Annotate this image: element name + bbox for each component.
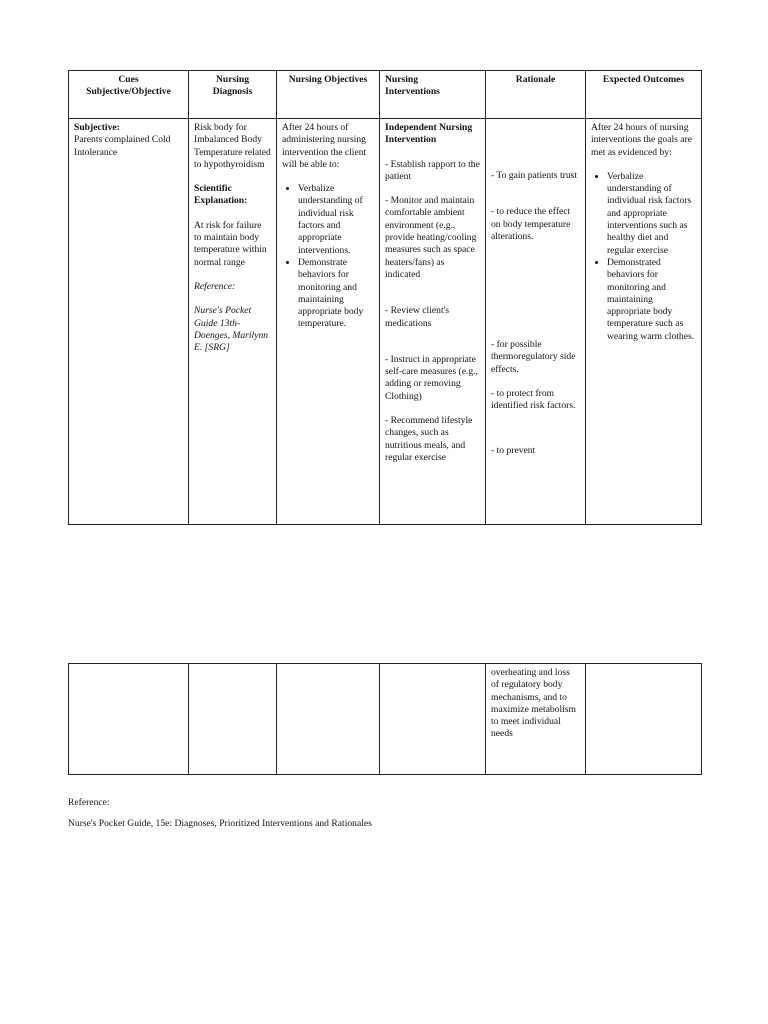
rationale-cell — [486, 119, 586, 525]
care-plan-table-continued — [68, 663, 702, 775]
table-row — [69, 119, 702, 525]
header-rationale: Rationale — [486, 71, 586, 119]
list-item: • Demonstrate behaviors for monitoring and maintaining appropriate body temperature. — [298, 257, 374, 331]
care-plan-table — [68, 70, 702, 525]
outcomes-cell — [586, 664, 702, 775]
header-objectives: Nursing Objectives — [277, 71, 380, 119]
diagnosis-ref-label: Reference: — [194, 280, 236, 292]
outcomes-list — [591, 171, 696, 343]
footer-reference-label: Reference: — [68, 797, 110, 808]
cues-label: Subjective: — [74, 122, 120, 133]
rationale-item: - to prevent — [491, 444, 536, 456]
rationale-item: - To gain patients trust — [491, 170, 578, 181]
header-interventions: Nursing Interventions — [380, 71, 486, 119]
rationale-item: - to reduce the effect on body temperature alterations. — [491, 206, 571, 242]
diagnosis-cell — [189, 664, 277, 775]
list-item: • Demonstrated behaviors for monitoring and maintaining appropriate body temperature such as wearing warm clothes. — [607, 257, 696, 343]
objectives-cell — [277, 664, 380, 775]
rationale-item: - for possible thermoregulatory side effects. — [491, 339, 576, 375]
header-diagnosis: Nursing Diagnosis — [189, 71, 277, 119]
header-outcomes: Expected Outcomes — [586, 71, 702, 119]
header-cues: Cues Subjective/Objective — [69, 71, 189, 119]
rationale-continued: overheating and loss of regulatory body mechanisms, and to maximize metabolism to meet individual needs — [491, 667, 576, 740]
cues-text: Parents complained Cold Intolerance — [74, 134, 171, 158]
interventions-heading: Independent Nursing Intervention — [385, 122, 473, 146]
rationale-cell — [486, 664, 586, 775]
objectives-intro: After 24 hours of administering nursing intervention the client will be able to: — [282, 122, 367, 170]
outcomes-intro: After 24 hours of nursing interventions the goals are met as evidenced by: — [591, 122, 692, 158]
list-item: • Verbalize understanding of individual risk factors and appropriate interventions. — [298, 183, 374, 257]
table-row — [69, 664, 702, 775]
intervention-item: - Establish rapport to the patient — [385, 158, 480, 182]
rationale-item: - to protect from identified risk factors. — [491, 388, 576, 412]
intervention-item: - Instruct in appropriate self-care measures (e.g., adding or removing Clothing) — [385, 353, 478, 402]
footer-reference-text: Nurse's Pocket Guide, 15e: Diagnoses, Prioritized Interventions and Rationales — [68, 818, 372, 829]
intervention-item: - Recommend lifestyle changes, such as nutritious meals, and regular exercise — [385, 415, 473, 463]
interventions-cell — [380, 664, 486, 775]
list-item: • Verbalize understanding of individual risk factors and appropriate interventions such as healthy diet and regular exercise — [607, 171, 696, 257]
cues-cell — [69, 664, 189, 775]
cues-cell — [69, 119, 189, 525]
objectives-cell — [277, 119, 380, 525]
objectives-list — [282, 183, 374, 331]
scientific-text: At risk for failure to maintain body temperature within normal range — [194, 219, 267, 268]
interventions-cell — [380, 119, 486, 525]
diagnosis-ref-text: Nurse's Pocket Guide 13th- Doenges, Marilynn E. [SRG] — [194, 305, 269, 354]
diagnosis-text: Risk body for Imbalanced Body Temperature related to hypothyroidism — [194, 122, 271, 170]
intervention-item: - Review client's medications — [385, 305, 450, 329]
header-row — [69, 71, 702, 119]
outcomes-cell — [586, 119, 702, 525]
diagnosis-cell — [189, 119, 277, 525]
intervention-item: - Monitor and maintain comfortable ambient environment (e.g., provide heating/cooling measures such as space heaters/fans) as indicated — [385, 195, 477, 280]
scientific-label: Scientific Explanation: — [194, 183, 248, 207]
